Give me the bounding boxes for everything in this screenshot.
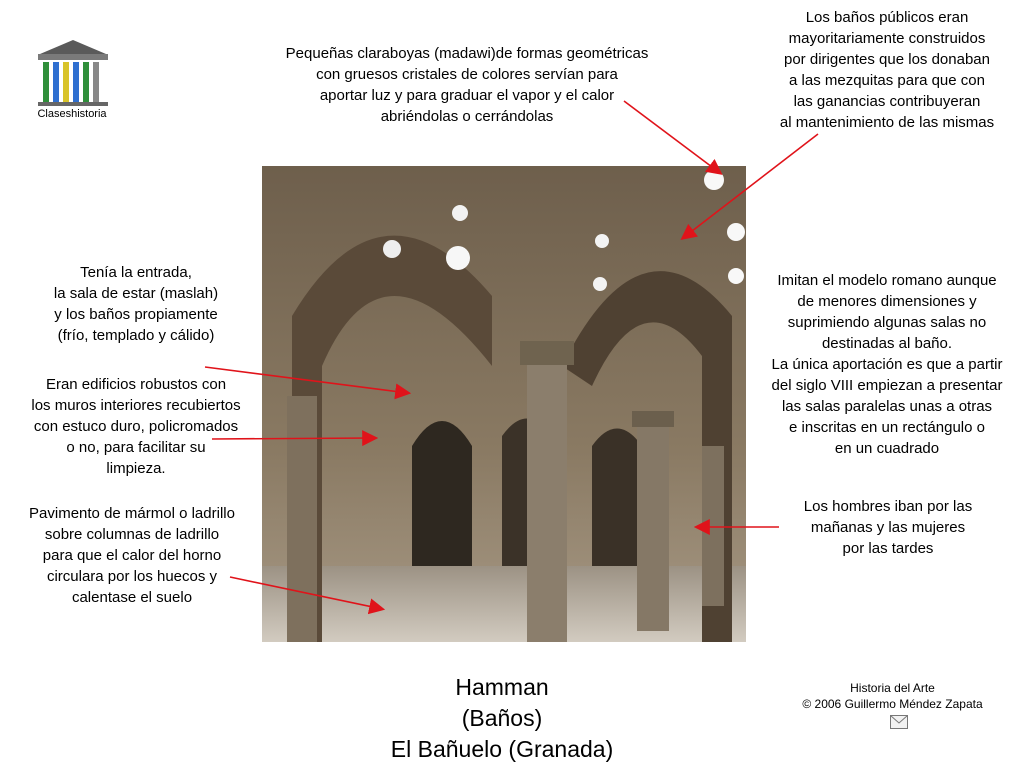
annotation-modelo-romano: Imitan el modelo romano aunque de menores dimensiones y suprimiendo algunas salas no destinadas al baño. La única aportación es que a partir del siglo VIII empiezan a presentar las salas paralelas unas a otras e inscritas en un rectángulo o en un cuadrado [771,272,1003,457]
logo-label: Claseshistoria [37,108,107,120]
credits: Historia del Arte © 2006 Guillermo Méndez Zapata [802,681,983,711]
bath-photo [262,166,746,642]
annotation-pavimento: Pavimento de mármol o ladrillo sobre columnas de ladrillo para que el calor del horno circulara por los huecos y calentase el suelo [29,505,235,606]
annotation-edificios-robustos: Eran edificios robustos con los muros interiores recubiertos con estuco duro, policromados o no, para facilitar su limpieza. [31,376,241,477]
annotation-banos-publicos: Los baños públicos eran mayoritariamente construidos por dirigentes que los donaban a las mezquitas para que con las ganancias contribuyeran al mantenimiento de las mismas [779,9,995,131]
annotation-entrada: Tenía la entrada, la sala de estar (maslah) y los baños propiamente (frío, templado y cálido) [53,264,219,344]
slide-title: Hamman (Baños) El Bañuelo (Granada) [390,674,614,762]
envelope-icon[interactable] [890,715,908,729]
annotation-horarios: Los hombres iban por las mañanas y las mujeres por las tardes [803,498,973,557]
annotation-claraboyas: Pequeñas claraboyas (madawi)de formas geométricas con gruesos cristales de colores servían para aportar luz y para graduar el vapor y el calor abriéndolas o cerrándolas [285,45,649,125]
